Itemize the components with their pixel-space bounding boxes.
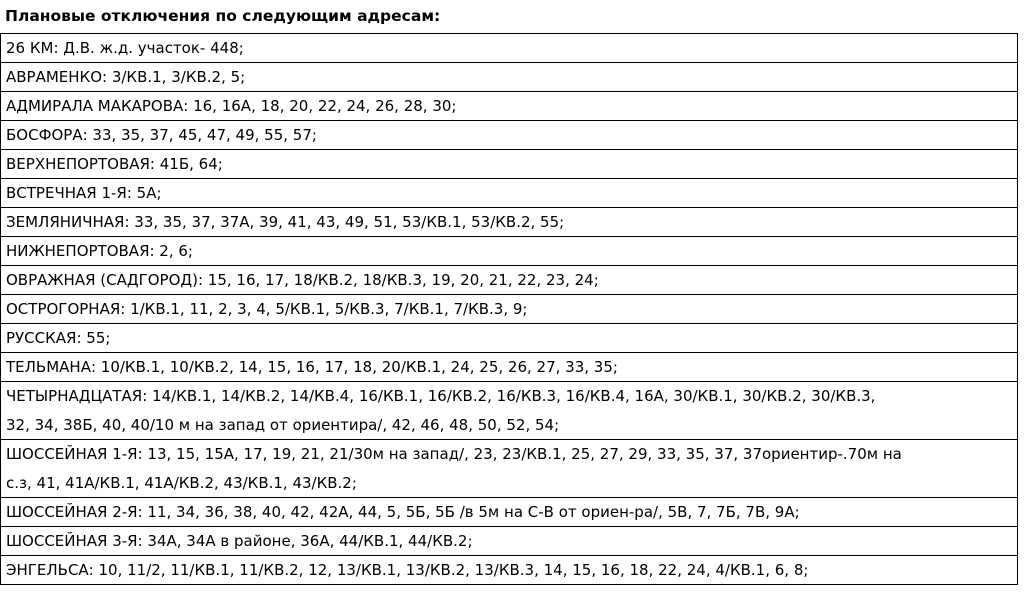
address-row-text: ОСТРОГОРНАЯ: 1/КВ.1, 11, 2, 3, 4, 5/КВ.1, 5/КВ.3, 7/КВ.1, 7/КВ.3, 9; [6, 300, 528, 318]
table-title: Плановые отключения по следующим адресам: [0, 0, 1018, 34]
address-row [1, 324, 1017, 353]
address-row-text: ШОССЕЙНАЯ 2-Я: 11, 34, 36, 38, 40, 42, 42А, 44, 5, 5Б, 5Б /в 5м на С-В от ориен-ра/, 5В, 7, 7Б, 7В, 9А; [6, 503, 800, 521]
address-row-text: ВЕРХНЕПОРТОВАЯ: 41Б, 64; [6, 155, 223, 173]
address-row-text: 32, 34, 38Б, 40, 40/10 м на запад от ориентира/, 42, 46, 48, 50, 52, 54; [6, 416, 560, 434]
address-row [1, 34, 1017, 63]
address-row [1, 237, 1017, 266]
address-row [1, 92, 1017, 121]
address-row-text: АВРАМЕНКО: 3/КВ.1, 3/КВ.2, 5; [6, 68, 246, 86]
address-row-text: ЭНГЕЛЬСА: 10, 11/2, 11/КВ.1, 11/КВ.2, 12, 13/КВ.1, 13/КВ.2, 13/КВ.3, 14, 15, 16, 18, 22, 24, 4/КВ.1, 6, 8; [6, 561, 809, 579]
address-row [1, 208, 1017, 237]
address-row [1, 440, 1017, 498]
address-row-text: 26 КМ: Д.В. ж.д. участок- 448; [6, 39, 244, 57]
address-row-text: ЗЕМЛЯНИЧНАЯ: 33, 35, 37, 37А, 39, 41, 43, 49, 51, 53/КВ.1, 53/КВ.2, 55; [6, 213, 565, 231]
address-rows [0, 34, 1018, 585]
address-row [1, 295, 1017, 324]
address-row-text: ШОССЕЙНАЯ 1-Я: 13, 15, 15А, 17, 19, 21, 21/30м на запад/, 23, 23/КВ.1, 25, 27, 29, 33, 35, 37, 37ориентир-.70м на [6, 445, 902, 463]
address-row-text: ОВРАЖНАЯ (САДГОРОД): 15, 16, 17, 18/КВ.2, 18/КВ.3, 19, 20, 21, 22, 23, 24; [6, 271, 599, 289]
address-row-text: ШОССЕЙНАЯ 3-Я: 34А, 34А в районе, 36А, 44/КВ.1, 44/КВ.2; [6, 532, 473, 550]
address-row-text: ВСТРЕЧНАЯ 1-Я: 5А; [6, 184, 162, 202]
address-row [1, 179, 1017, 208]
address-row [1, 150, 1017, 179]
address-row-text: ТЕЛЬМАНА: 10/КВ.1, 10/КВ.2, 14, 15, 16, 17, 18, 20/КВ.1, 24, 25, 26, 27, 33, 35; [6, 358, 618, 376]
address-row [1, 382, 1017, 440]
address-row [1, 266, 1017, 295]
address-row-text: АДМИРАЛА МАКАРОВА: 16, 16А, 18, 20, 22, 24, 26, 28, 30; [6, 97, 457, 115]
address-row-text: БОСФОРА: 33, 35, 37, 45, 47, 49, 55, 57; [6, 126, 317, 144]
address-row [1, 63, 1017, 92]
address-row [1, 527, 1017, 556]
address-row [1, 498, 1017, 527]
address-row [1, 556, 1017, 585]
address-row [1, 121, 1017, 150]
address-row-text: с.з, 41, 41А/КВ.1, 41А/КВ.2, 43/КВ.1, 43/КВ.2; [6, 474, 357, 492]
address-row-text: НИЖНЕПОРТОВАЯ: 2, 6; [6, 242, 193, 260]
address-row-text: ЧЕТЫРНАДЦАТАЯ: 14/КВ.1, 14/КВ.2, 14/КВ.4, 16/КВ.1, 16/КВ.2, 16/КВ.3, 16/КВ.4, 16А, 30/КВ.1, 30/КВ.2, 30/КВ.3, [6, 387, 876, 405]
address-row-text: РУССКАЯ: 55; [6, 329, 111, 347]
address-row [1, 353, 1017, 382]
